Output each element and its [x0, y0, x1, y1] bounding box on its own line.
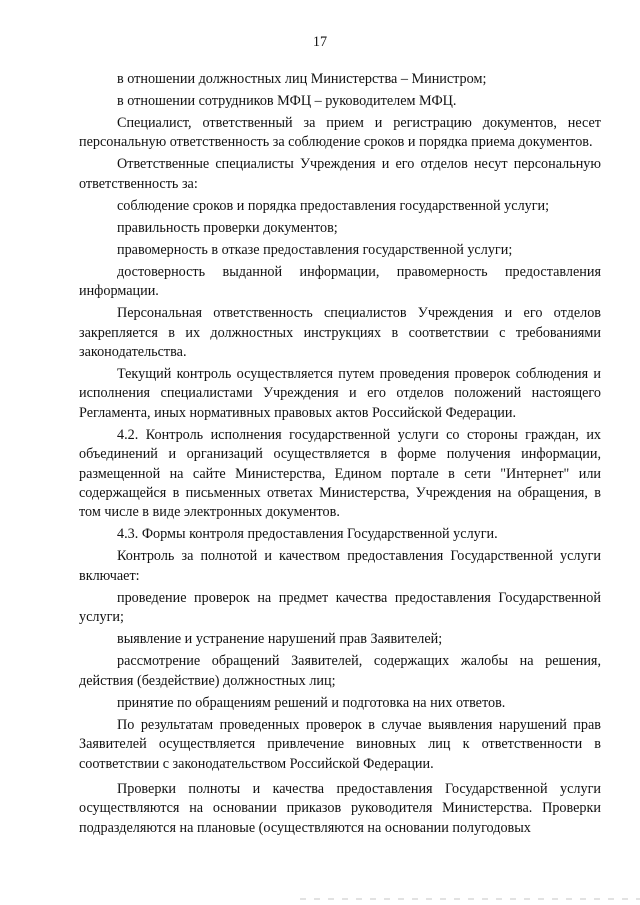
paragraph: Специалист, ответственный за прием и регистрацию документов, несет персональную ответственность за соблюдение сроков и порядка приема документов.: [79, 115, 601, 151]
paragraph: По результатам проведенных проверок в случае выявления нарушений прав Заявителей осуществляется привлечение виновных лиц к ответственности в соответствии с законодательством Российской Федерации.: [79, 716, 601, 772]
paragraph: Контроль за полнотой и качеством предоставления Государственной услуги включает:: [79, 548, 601, 584]
paragraph: в отношении сотрудников МФЦ – руководителем МФЦ.: [117, 93, 457, 109]
paragraph: Проверки полноты и качества предоставления Государственной услуги осуществляются на основании приказов руководителя Министерства. Проверки подразделяются на плановые (осуществляются на основании полугодовых: [79, 780, 601, 836]
paragraph: 4.2. Контроль исполнения государственной услуги со стороны граждан, их объединений и организаций осуществляется в форме получения информации, размещенной на сайте Министерства, Едином портале в сети "Интернет" или содержащейся в письменных ответах Министерства, Учреждения на обращения, в том числе в виде электронных документов.: [79, 426, 601, 521]
paragraph: достоверность выданной информации, правомерность предоставления информации.: [79, 263, 601, 300]
document-body: [79, 70, 601, 841]
paragraph: проведение проверок на предмет качества предоставления Государственной услуги;: [79, 589, 601, 626]
paragraph: Текущий контроль осуществляется путем проведения проверок соблюдения и исполнения специалистами Учреждения и его отделов положений настоящего Регламента, иных нормативных правовых актов Российской Федерации.: [79, 366, 601, 421]
paragraph: принятие по обращениям решений и подготовка на них ответов.: [117, 694, 506, 711]
scan-edge-artifact: [300, 898, 640, 900]
paragraph: рассмотрение обращений Заявителей, содержащих жалобы на решения, действия (бездействие) должностных лиц;: [79, 653, 601, 689]
paragraph: правомерность в отказе предоставления государственной услуги;: [117, 241, 513, 258]
paragraph: Персональная ответственность специалистов Учреждения и его отделов закрепляется в их должностных инструкциях в соответствии с требованиями законодательства.: [79, 305, 601, 361]
paragraph: выявление и устранение нарушений прав Заявителей;: [117, 631, 443, 648]
paragraph: соблюдение сроков и порядка предоставления государственной услуги;: [117, 197, 550, 214]
paragraph: Ответственные специалисты Учреждения и его отделов несут персональную ответственность за:: [79, 156, 601, 192]
paragraph: правильность проверки документов;: [117, 219, 338, 236]
paragraph: в отношении должностных лиц Министерства – Министром;: [117, 71, 487, 87]
page-number: 17: [312, 34, 328, 50]
section-heading: 4.3. Формы контроля предоставления Государственной услуги.: [117, 526, 498, 543]
